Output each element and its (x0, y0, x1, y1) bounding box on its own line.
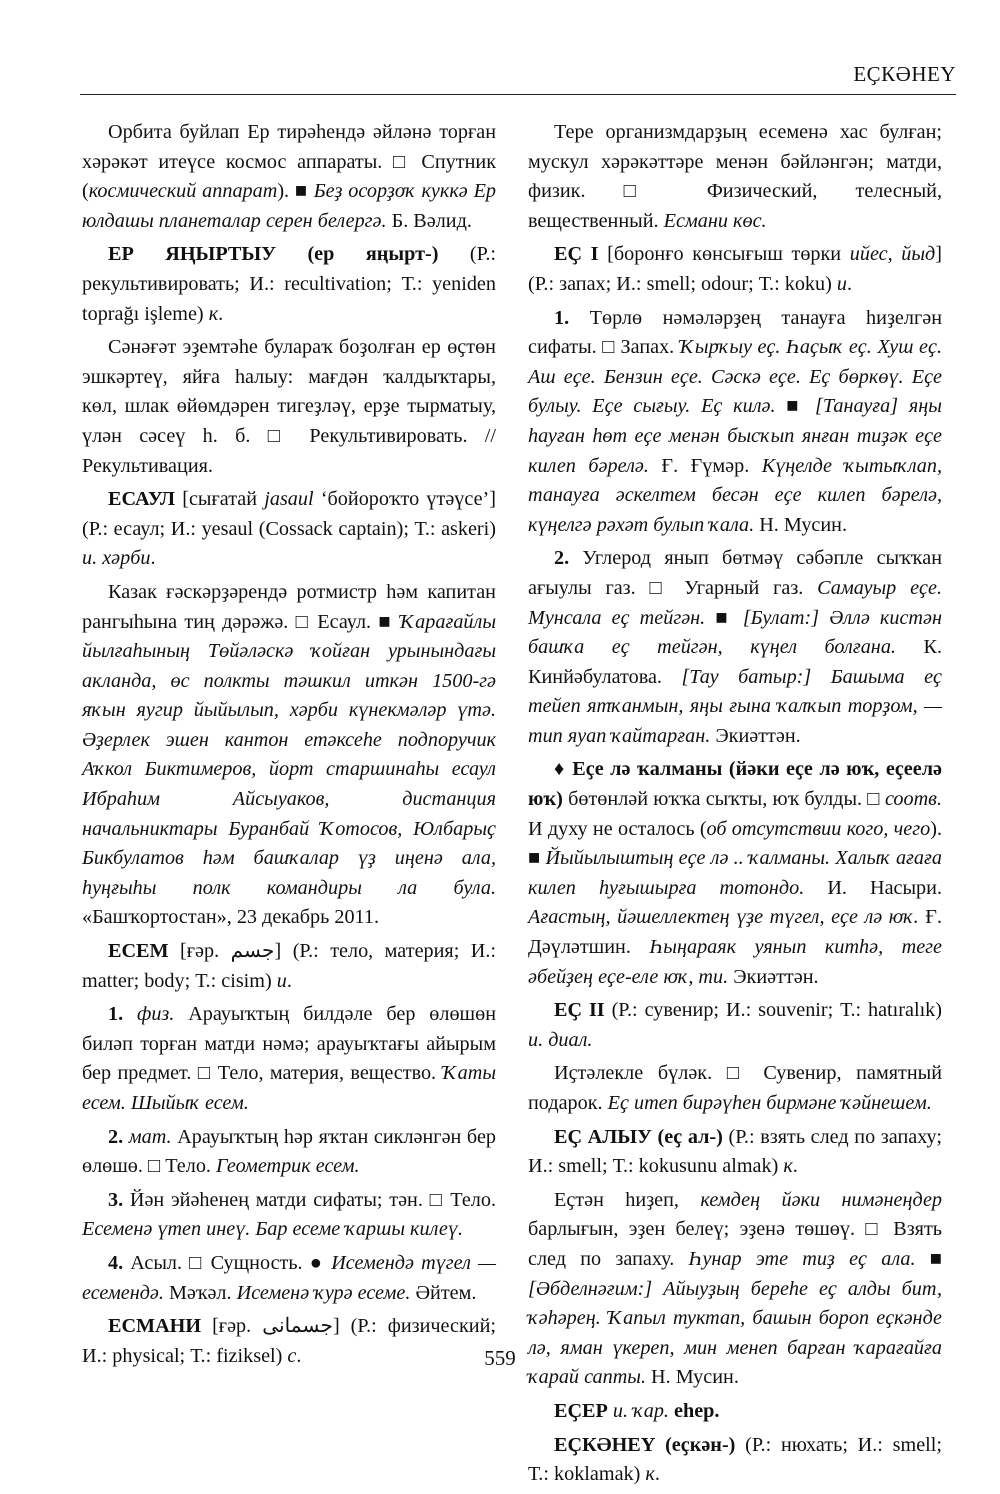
dictionary-paragraph: 3. Йән эйәһенең матди сифаты; тән. □ Тело. Есеменә үтеп инеү. Бар есеме ҡаршы килеү. (82, 1188, 496, 1241)
running-head: ЕҪКӘНЕҮ (853, 62, 956, 86)
dictionary-paragraph: Еҫтән һиҙеп, кемдең йәки нимәнеңдер барлығын, эҙен белеү; эҙенә төшөү. □ Взять след по запаху. Һунар эте тиҙ еҫ ала. ■ [Әбделнәғим:] Айыуҙың береһе еҫ алды бит, ҡәһәрең. Ҡапыл туктап, башын бороп еҫкәнде лә, яман үкереп, мин менеп барған ҡарағайға ҡарай сапты. Н. Мусин. (528, 1188, 943, 1389)
dictionary-paragraph: 2. Углерод янып бөтмәү сәбәпле сыҡҡан ағыулы газ. □ Угарный газ. Самауыр еҫе. Мунсала еҫ тейгән. ■ [Булат:] Әллә кистән башҡа еҫ тейгән, күңел болғана. К. Кинйәбулатова. [Тау батыр:] Башыма еҫ тейеп ятҡанмын, яңы ғына ҡалҡып торҙом, — тип яуап ҡайтарған. Экиәттән. (528, 547, 943, 747)
dictionary-paragraph: 1. физ. Арауыҡтың билдәле бер өлөшөн биләп торған матди нәмә; арауыҡтағы айырым бер предмет. □ Тело, материя, вещество. Ҡаты есем. Шыйыҡ есем. (82, 1003, 496, 1114)
dictionary-paragraph: ЕР ЯҢЫРТЫУ (ер яңырт-) (Р.: рекультивировать; И.: recultivation; Т.: yeniden toprağı işleme) к. (82, 243, 496, 325)
dictionary-paragraph: ЕҪ I [боронғо көнсығыш төрки ийес, йыд] (Р.: запах; И.: smell; odour; Т.: koku) и. (528, 243, 942, 295)
dictionary-paragraph: ЕСЕМ [ғәр. جسم] (Р.: тело, материя; И.: matter; body; Т.: cisim) и. (82, 940, 497, 992)
right-column (528, 118, 942, 1494)
dictionary-paragraph: Тере организмдарҙың есеменә хас булған; мускул хәрәкәттәре менән бәйләнгән; матди, физик. □ Физический, телесный, вещественный. Есмани көс. (528, 121, 942, 232)
dictionary-paragraph: Иҫтәлекле бүләк. □ Сувенир, памятный подарок. Еҫ итеп бирәүһен бирмәне ҡәйнешем. (528, 1062, 942, 1114)
dictionary-paragraph: ♦ Еҫе лә ҡалманы (йәки еҫе лә юҡ, еҫеелә юҡ) бөтөнләй юҡҡа сыҡты, юҡ булды. □ соотв. И духу не осталось (об отсутствии кого, чего). ■ Йыйылыштың еҫе лә .. ҡалманы. Халыҡ ағаға килеп һуғышырға тотондо. И. Насыри. Ағастың, йәшеллектең үҙе түгел, еҫе лә юҡ. Ғ. Дәүләтшин. Һыңараяк уянып китһә, теге әбейҙең еҫе-еле юҡ, ти. Экиәттән. (528, 758, 942, 988)
dictionary-paragraph: ЕҪ II (Р.: сувенир; И.: souvenir; Т.: hatıralık) и. диал. (528, 999, 942, 1051)
dictionary-paragraph: ЕСМАНИ [ғәр. جسمانی] (Р.: физический; И.: physical; Т.: fiziksel) с. (82, 1315, 496, 1367)
dictionary-paragraph: ЕҪ АЛЫУ (еҫ ал-) (Р.: взять след по запаху; И.: smell; Т.: kokusunu almak) к. (528, 1125, 942, 1178)
left-column (82, 118, 496, 1375)
dictionary-paragraph: Орбита буйлап Ер тирәһендә әйләнә торған хәрәкәт итеүсе космос аппараты. □ Спутник (космический аппарат). ■ Беҙ осорҙоҡ куккә Ер юлдашы планеталар серен белергә. Б. Вәлид. (82, 121, 496, 232)
dictionary-paragraph: Сәнәғәт эҙемтәһе булараҡ боҙолған ер өҫтөн эшкәртеү, яйға һалыу: мағдән ҡалдыҡтары, көл, шлак өйөмдәрен тигеҙләү, ерҙе тырматыу, үлән сәсеү һ. б. □ Рекультивировать. // Рекультивация. (82, 336, 496, 477)
dictionary-paragraph: 1. Төрлө нәмәләрҙең танауға һиҙелгән сифаты. □ Запах. Ҡырҡыу еҫ. Һаҫыҡ еҫ. Хуш еҫ. Аш еҫе. Бензин еҫе. Сәскә еҫе. Еҫ бөркөү. Еҫе булыу. Еҫе сығыу. Еҫ килә. ■ [Танауға] яңы һауған һөт еҫе менән бысҡып янған тиҙәк еҫе килеп бәрелә. Ғ. Ғүмәр. Күңелде ҡытыҡлап, танауға әскелтем бесән еҫе килеп бәрелә, күңелгә рәхәт булып ҡала. Н. Мусин. (528, 306, 943, 536)
dictionary-paragraph: ЕҪКӘНЕҮ (еҫкән-) (Р.: нюхать; И.: smell; Т.: koklamak) к. (528, 1433, 942, 1486)
dictionary-paragraph: Казак ғәскәрҙәрендә ротмистр һәм капитан рангыһына тиң дәрәжә. □ Есаул. ■ Ҡарағайлы йылғаһының Төйәләскә ҡойған урынындағы акланда, өс полкты тәшкил иткән 1500-гә яҡын яугир йыйылып, хәрби күнекмәләр үтә. Әҙерлек эшен кантон етәксеһе подпоручик Аҡкол Биктимеров, йорт старшинаһы есаул Ибраһим Айсыуаков, дистанция начальниктары Буранбай Ҡотосов, Юлбарыҫ Бикбулатов һәм башҡалар үҙ иңенә ала, һуңғыһы полк командиры ла була. «Башҡортостан», 23 декабрь 2011. (82, 580, 496, 929)
dictionary-paragraph: 4. Асыл. □ Сущность. ● Исемендә түгел — есемендә. Мәҡәл. Исеменә ҡурә есеме. Әйтем. (82, 1251, 496, 1304)
dictionary-paragraph: ЕҪЕР и. ҡар. еһер. (554, 1399, 720, 1422)
dictionary-paragraph: ЕСАУЛ [сығатай jasaul ‘бойороҡто үтәүсе’] (Р.: есаул; И.: yesaul (Cossack captain); Т.: askeri) и. хәрби. (82, 488, 496, 570)
page-number: 559 (484, 1346, 516, 1370)
dictionary-paragraph: 2. мат. Арауыҡтың һәр яҡтан сикләнгән бер өлөшө. □ Тело. Геометрик есем. (82, 1125, 496, 1178)
header-rule (80, 94, 956, 95)
